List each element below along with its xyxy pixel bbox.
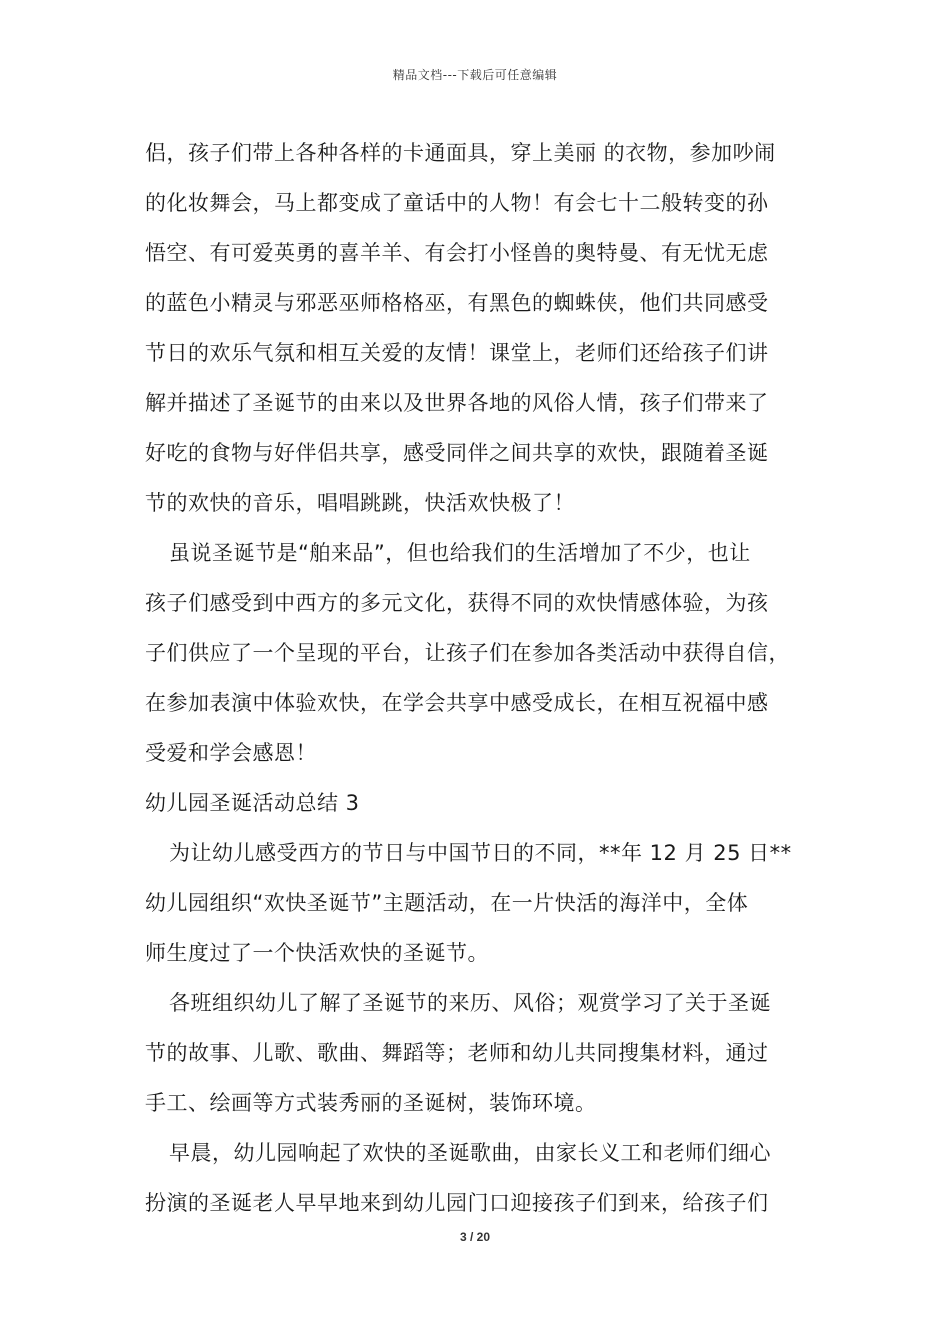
paragraph-start: 为让幼儿感受西方的节日与中国节日的不同，**年 12 月 25 日** (169, 841, 792, 865)
text-line: 孩子们感受到中西方的多元文化，获得不同的欢快情感体验，为孩 (145, 591, 769, 615)
text-line: 在参加表演中体验欢快，在学会共享中感受成长，在相互祝福中感 (145, 691, 769, 715)
paragraph-start: 虽说圣诞节是“舶来品”，但也给我们的生活增加了不少，也让 (169, 541, 751, 565)
text-line: 幼儿园组织“欢快圣诞节”主题活动，在一片快活的海洋中，全体 (145, 891, 749, 915)
text-line: 师生度过了一个快活欢快的圣诞节。 (145, 941, 489, 965)
text-line: 节日的欢乐气氛和相互关爱的友情！课堂上，老师们还给孩子们讲 (145, 341, 769, 365)
text-line: 受爱和学会感恩！ (145, 741, 317, 765)
section-heading: 幼儿园圣诞活动总结 3 (145, 791, 360, 815)
paragraph-start: 早晨，幼儿园响起了欢快的圣诞歌曲，由家长义工和老师们细心 (169, 1141, 771, 1165)
document-body (145, 128, 825, 1228)
page-header: 精品文档---下载后可任意编辑 (392, 68, 558, 82)
text-line: 节的故事、儿歌、歌曲、舞蹈等；老师和幼儿共同搜集材料，通过 (145, 1041, 769, 1065)
text-line: 节的欢快的音乐，唱唱跳跳，快活欢快极了！ (145, 491, 575, 515)
text-line: 侣，孩子们带上各种各样的卡通面具，穿上美丽 的衣物，参加吵闹 (145, 141, 776, 165)
text-line: 的化妆舞会，马上都变成了童话中的人物！有会七十二般转变的孙 (145, 191, 769, 215)
text-line: 手工、绘画等方式装秀丽的圣诞树，装饰环境。 (145, 1091, 597, 1115)
text-line: 解并描述了圣诞节的由来以及世界各地的风俗人情，孩子们带来了 (145, 391, 769, 415)
text-line: 子们供应了一个呈现的平台，让孩子们在参加各类活动中获得自信， (145, 641, 790, 665)
text-line: 悟空、有可爱英勇的喜羊羊、有会打小怪兽的奥特曼、有无忧无虑 (145, 241, 769, 265)
paragraph-start: 各班组织幼儿了解了圣诞节的来历、风俗；观赏学习了关于圣诞 (169, 991, 771, 1015)
page-number: 3 / 20 (459, 1230, 491, 1244)
text-line: 扮演的圣诞老人早早地来到幼儿园门口迎接孩子们到来，给孩子们 (145, 1191, 769, 1215)
text-line: 好吃的食物与好伴侣共享，感受同伴之间共享的欢快，跟随着圣诞 (145, 441, 769, 465)
text-line: 的蓝色小精灵与邪恶巫师格格巫，有黑色的蜘蛛侠，他们共同感受 (145, 291, 769, 315)
